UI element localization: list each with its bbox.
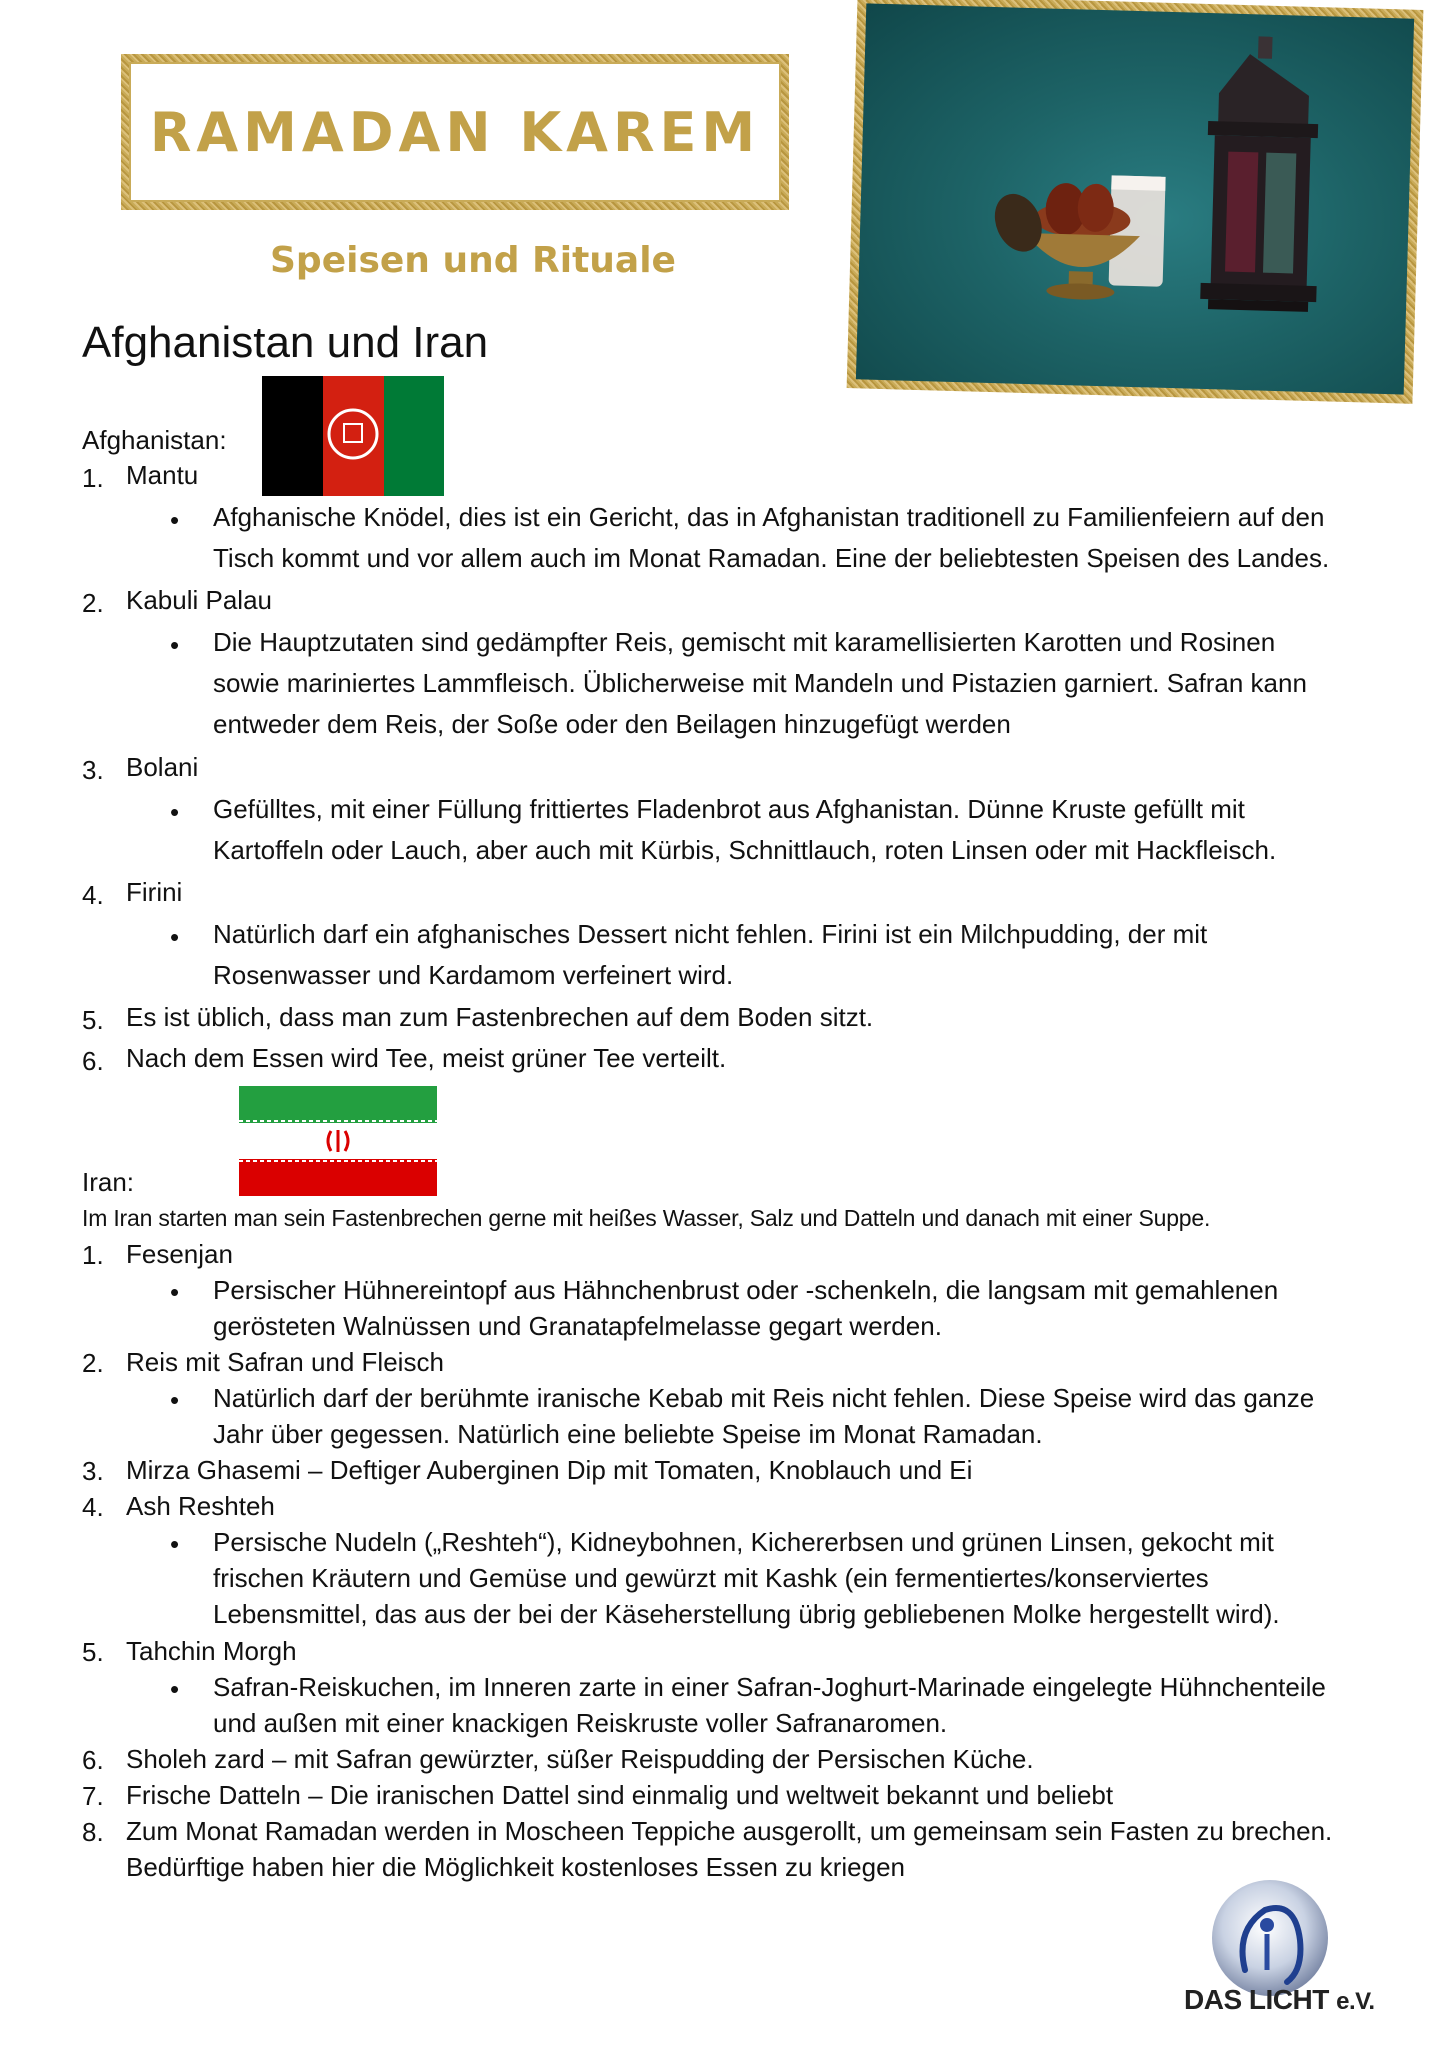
text-line: Kartoffeln oder Lauch, aber auch mit Kürbis, Schnittlauch, roten Linsen oder mit Hackfleisch. <box>213 835 1277 865</box>
text-line: und außen mit einer knackigen Reiskruste voller Safranaromen. <box>213 1708 948 1738</box>
dish-description <box>213 1272 1413 1344</box>
ritual-text: Nach dem Essen wird Tee, meist grüner Tee verteilt. <box>126 1043 727 1073</box>
afghanistan-label: Afghanistan: <box>82 425 227 455</box>
list-number: 8. <box>82 1817 104 1847</box>
dish-name: Tahchin Morgh <box>126 1636 297 1666</box>
list-number: 4. <box>82 1492 104 1522</box>
bullet-icon: • <box>170 797 180 827</box>
text-line: Bedürftige haben hier die Möglichkeit kostenloses Essen zu kriegen <box>126 1852 906 1882</box>
text-line: Lebensmittel, das aus der bei der Käseherstellung übrig gebliebenen Molke hergestellt wird). <box>213 1599 1280 1629</box>
iran-label: Iran: <box>82 1167 135 1197</box>
logo-suffix: e.V. <box>1336 1988 1375 2015</box>
dish-description <box>213 1380 1413 1452</box>
dish-name: Sholeh zard – mit Safran gewürzter, süßer Reispudding der Persischen Küche. <box>126 1744 1034 1774</box>
dish-name: Reis mit Safran und Fleisch <box>126 1347 444 1377</box>
text-line: Afghanische Knödel, dies ist ein Gericht, das in Afghanistan traditionell zu Familienfeiern auf den <box>213 502 1325 532</box>
text-line: entweder dem Reis, der Soße oder den Beilagen hinzugefügt werden <box>213 709 1011 739</box>
list-number: 3. <box>82 755 104 785</box>
bullet-icon: • <box>170 1385 180 1415</box>
dish-description <box>213 914 1413 996</box>
text-line: Jahr über gegessen. Natürlich eine beliebte Speise im Monat Ramadan. <box>213 1419 1043 1449</box>
dish-name: Ash Reshteh <box>126 1491 275 1521</box>
page-title: RAMADAN KAREM <box>149 100 761 164</box>
title-frame <box>121 54 789 210</box>
list-number: 6. <box>82 1745 104 1775</box>
ritual-text: Es ist üblich, dass man zum Fastenbrechen auf dem Boden sitzt. <box>126 1002 874 1032</box>
text-line: Natürlich darf ein afghanisches Dessert nicht fehlen. Firini ist ein Milchpudding, der mit <box>213 919 1208 949</box>
list-number: 4. <box>82 880 104 910</box>
list-number: 2. <box>82 588 104 618</box>
bullet-icon: • <box>170 1277 180 1307</box>
text-line: sowie mariniertes Lammfleisch. Üblicherweise mit Mandeln und Pistazien garniert. Safran kann <box>213 668 1307 698</box>
bullet-icon: • <box>170 922 180 952</box>
ramadan-photo-frame <box>847 0 1424 404</box>
text-line: Die Hauptzutaten sind gedämpfter Reis, gemischt mit karamellisierten Karotten und Rosinen <box>213 627 1276 657</box>
section-heading: Afghanistan und Iran <box>82 318 489 367</box>
dish-description <box>213 1669 1413 1741</box>
dish-description <box>213 497 1413 579</box>
list-number: 1. <box>82 1240 104 1270</box>
list-number: 1. <box>82 463 104 493</box>
dish-name: Mantu <box>126 460 199 490</box>
afghanistan-flag <box>262 376 444 496</box>
dish-name: Frische Datteln – Die iranischen Dattel sind einmalig und weltweit bekannt und beliebt <box>126 1780 1114 1810</box>
list-number: 2. <box>82 1348 104 1378</box>
text-line: Persischer Hühnereintopf aus Hähnchenbrust oder -schenkeln, die langsam mit gemahlenen <box>213 1275 1279 1305</box>
text-line: frischen Kräutern und Gemüse und gewürzt mit Kashk (ein fermentiertes/konserviertes <box>213 1563 1209 1593</box>
text-line: Persische Nudeln („Reshteh“), Kidneybohnen, Kichererbsen und grünen Linsen, gekocht mit <box>213 1527 1274 1557</box>
bullet-icon: • <box>170 630 180 660</box>
text-line: Tisch kommt und vor allem auch im Monat Ramadan. Eine der beliebtesten Speisen des Landes. <box>213 543 1330 573</box>
list-number: 5. <box>82 1637 104 1667</box>
text-line: Rosenwasser und Kardamom verfeinert wird. <box>213 960 734 990</box>
text-line: Natürlich darf der berühmte iranische Kebab mit Reis nicht fehlen. Diese Speise wird das ganze <box>213 1383 1315 1413</box>
ramadan-lantern-photo <box>856 3 1414 394</box>
dish-name: Kabuli Palau <box>126 585 272 615</box>
text-line: Gefülltes, mit einer Füllung frittiertes Fladenbrot aus Afghanistan. Dünne Kruste gefüllt mit <box>213 794 1245 824</box>
dish-description <box>213 622 1413 745</box>
bullet-icon: • <box>170 1529 180 1559</box>
list-number: 5. <box>82 1005 104 1035</box>
title-inner <box>129 62 781 202</box>
list-number: 7. <box>82 1781 104 1811</box>
iran-intro: Im Iran starten man sein Fastenbrechen gerne mit heißes Wasser, Salz und Datteln und danach mit einer Suppe. <box>82 1205 1211 1231</box>
bullet-icon: • <box>170 1674 180 1704</box>
dish-description <box>213 789 1413 871</box>
list-number: 6. <box>82 1046 104 1076</box>
dish-name: Fesenjan <box>126 1239 233 1269</box>
das-licht-logo-text <box>1184 1984 1375 2016</box>
text-line: Zum Monat Ramadan werden in Moscheen Teppiche ausgerollt, um gemeinsam sein Fasten zu brechen. <box>126 1816 1333 1846</box>
iran-flag <box>239 1086 437 1196</box>
logo-name: DAS LICHT <box>1184 1984 1329 2015</box>
list-number: 3. <box>82 1456 104 1486</box>
bullet-icon: • <box>170 505 180 535</box>
dish-description <box>213 1524 1413 1632</box>
dish-name: Bolani <box>126 752 199 782</box>
lantern-dates-illustration <box>856 3 1414 394</box>
dish-name: Firini <box>126 877 183 907</box>
text-line: Safran-Reiskuchen, im Inneren zarte in einer Safran-Joghurt-Marinade eingelegte Hühnchenteile <box>213 1672 1326 1702</box>
page-subtitle: Speisen und Rituale <box>270 240 676 281</box>
dish-name: Mirza Ghasemi – Deftiger Auberginen Dip mit Tomaten, Knoblauch und Ei <box>126 1455 973 1485</box>
text-line: gerösteten Walnüssen und Granatapfelmelasse gegart werden. <box>213 1311 942 1341</box>
